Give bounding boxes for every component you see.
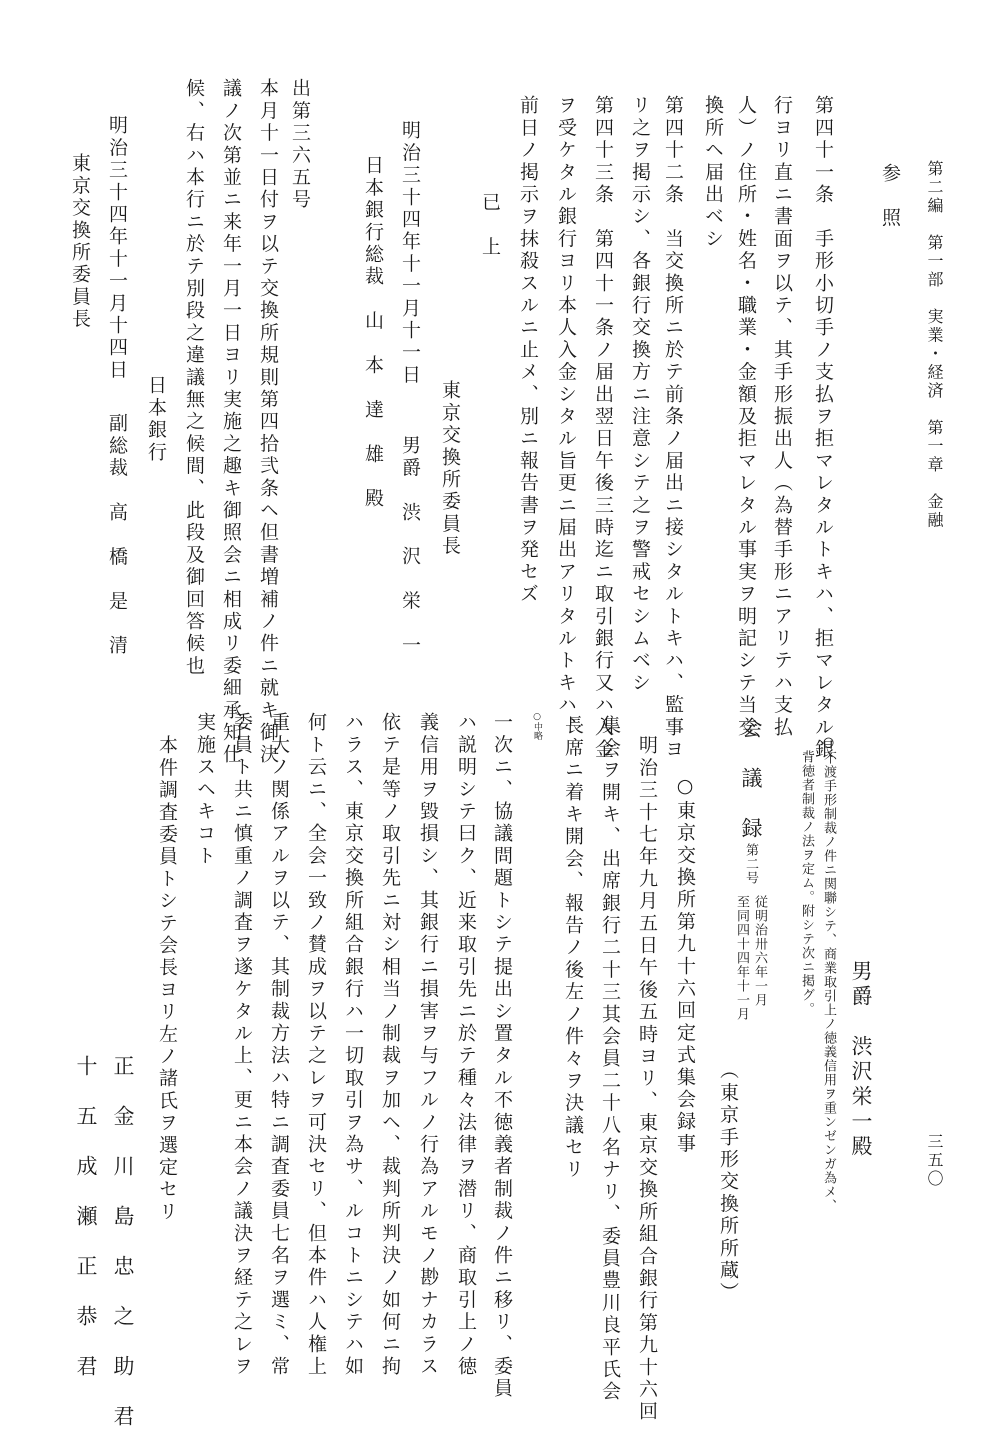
page-number: 三五〇	[925, 1133, 944, 1189]
doc-number: 出第三六五号	[289, 78, 311, 212]
reply-line-1: 本月十一日付ヲ以テ交換所規則第四拾弐条ヘ但書増補ノ件ニ就キ御決	[257, 78, 279, 767]
bottom-para-line-7: 重大ノ関係アルヲ以テ、其制裁方法ハ特ニ調査委員七名ヲ選ミ、常	[268, 712, 290, 1379]
bank-name: 日本銀行	[145, 375, 167, 464]
date-2: 明治三十四年十一月十四日	[106, 115, 128, 382]
period-from: 従明治卅六年一月	[752, 895, 767, 1007]
top-line-1: 第四十一条 手形小切手ノ支払ヲ拒マレタルトキハ、拒マレタル銀	[812, 95, 834, 761]
top-line-3: 人）ノ住所・姓名・職業・金額及拒マレタル事実ヲ明記シテ当交	[735, 95, 757, 739]
reply-line-3: 候、右ハ本行ニ於テ別段之違議無之候間、此段及御回答候也	[183, 78, 205, 678]
bottom-para-line-3: 義信用ヲ毀損シ、其銀行ニ損害ヲ与フルノ行為アルモノ尠ナカラス	[417, 712, 439, 1378]
bottom-line-1: 明治三十七年九月五日午後五時ヨリ、東京交換所組合銀行第九十六回	[636, 735, 658, 1424]
bottom-para-line-5: ハラス、東京交換所組合銀行ハ一切取引ヲ為サ、ルコトニシテハ如	[342, 712, 364, 1378]
note-line-1: ○不渡手形制裁ノ件ニ関聯シテ、商業取引上ノ徳義信用ヲ重ンゼンガ為メ、	[821, 735, 836, 1213]
addressee-name: 男爵 渋沢栄一殿	[849, 960, 873, 1160]
sender-org: 東京交換所委員長	[439, 380, 461, 558]
top-line-6: リ之ヲ掲示シ、各銀行交換方ニ注意シテ之ヲ警戒セシムベシ	[629, 95, 651, 695]
volume-number: 第二号	[743, 843, 758, 885]
top-line-7: 第四十三条 第四十一条ノ届出翌日午後三時迄ニ取引銀行又ハ入金	[592, 95, 614, 761]
recipient: 日本銀行総裁 山 本 達 雄 殿	[362, 155, 384, 511]
top-line-2: 行ヨリ直ニ書面ヲ以テ、其手形振出人（為替手形ニアリテハ支払	[771, 95, 793, 739]
top-line-5: 第四十二条 当交換所ニ於テ前条ノ届出ニ接シタルトキハ、監事ヨ	[662, 95, 684, 761]
top-line-9: 前日ノ掲示ヲ抹殺スルニ止メ、別ニ報告書ヲ発セズ	[517, 95, 539, 606]
reply-line-2: 議ノ次第並ニ来年一月一日ヨリ実施之趣キ御照会ニ相成リ委細承知仕	[220, 78, 242, 767]
running-head: 第二編 第一部 実業・経済 第一章 金融	[925, 160, 944, 530]
sanko-heading: 参 照	[879, 163, 901, 230]
bottom-line-3: 長席ニ着キ開会、報告ノ後左ノ件々ヲ決議セリ	[562, 715, 584, 1182]
bottom-para-line-4: 依テ是等ノ取引先ニ対シ相当ノ制裁ヲ加ヘ、裁判所判決ノ如何ニ拘	[379, 712, 401, 1378]
note-line-2: 背徳者制裁ノ法ヲ定ム。附シテ次ニ掲グ。	[799, 750, 814, 1016]
bottom-para-line-6: 何ト云ニ、全会一致ノ賛成ヲ以テ之レヲ可決セリ、但本件ハ人権上	[305, 712, 327, 1378]
member-1: 正 金 川 島 忠 之 助 君	[111, 1055, 135, 1430]
bottom-para-line-1: 一次ニ、協議問題トシテ提出シ置タル不徳義者制裁ノ件ニ移リ、委員	[491, 712, 513, 1401]
bottom-para-line-8: 委員ト共ニ慎重ノ調査ヲ遂ケタル上、更ニ本会ノ議決ヲ経テ之レヲ	[231, 712, 253, 1378]
meeting-title: ○東京交換所第九十六回定式集会録事	[674, 775, 696, 1156]
top-line-4: 換所ヘ届出ベシ	[702, 95, 724, 251]
chuuryaku: ○中略	[532, 712, 542, 740]
member-2: 十 五 成 瀬 正 恭 君	[74, 1055, 98, 1380]
bottom-para-line-2: ハ説明シテ曰ク、近来取引先ニ於テ種々法律ヲ潜リ、商取引上ノ徳	[455, 712, 477, 1379]
bottom-para-line-9: 実施スヘキコト	[194, 712, 216, 868]
addressee: 東京交換所委員長	[69, 153, 91, 331]
source-note: （東京手形交換所所蔵）	[717, 1060, 739, 1305]
vice-governor: 副総裁 高 橋 是 清	[106, 413, 128, 658]
ijo: 已 上	[479, 192, 501, 259]
kaigiroku-title: 会 議 録	[739, 717, 763, 842]
date-1: 明治三十四年十一月十一日	[399, 120, 421, 387]
bottom-line-2: 集会ヲ開キ、出席銀行二十三其会員二十八名ナリ、委員豊川良平氏会	[599, 715, 621, 1404]
selection-line: 本件調査委員トシテ会長ヨリ左ノ諸氏ヲ選定セリ	[156, 735, 178, 1224]
top-line-8: ヲ受ケタル銀行ヨリ本人入金シタル旨更ニ届出アリタルトキハ、	[555, 95, 577, 739]
period-to: 至同四十四年十一月	[734, 895, 749, 1021]
sender-name: 男爵 渋 沢 栄 一	[399, 435, 421, 657]
